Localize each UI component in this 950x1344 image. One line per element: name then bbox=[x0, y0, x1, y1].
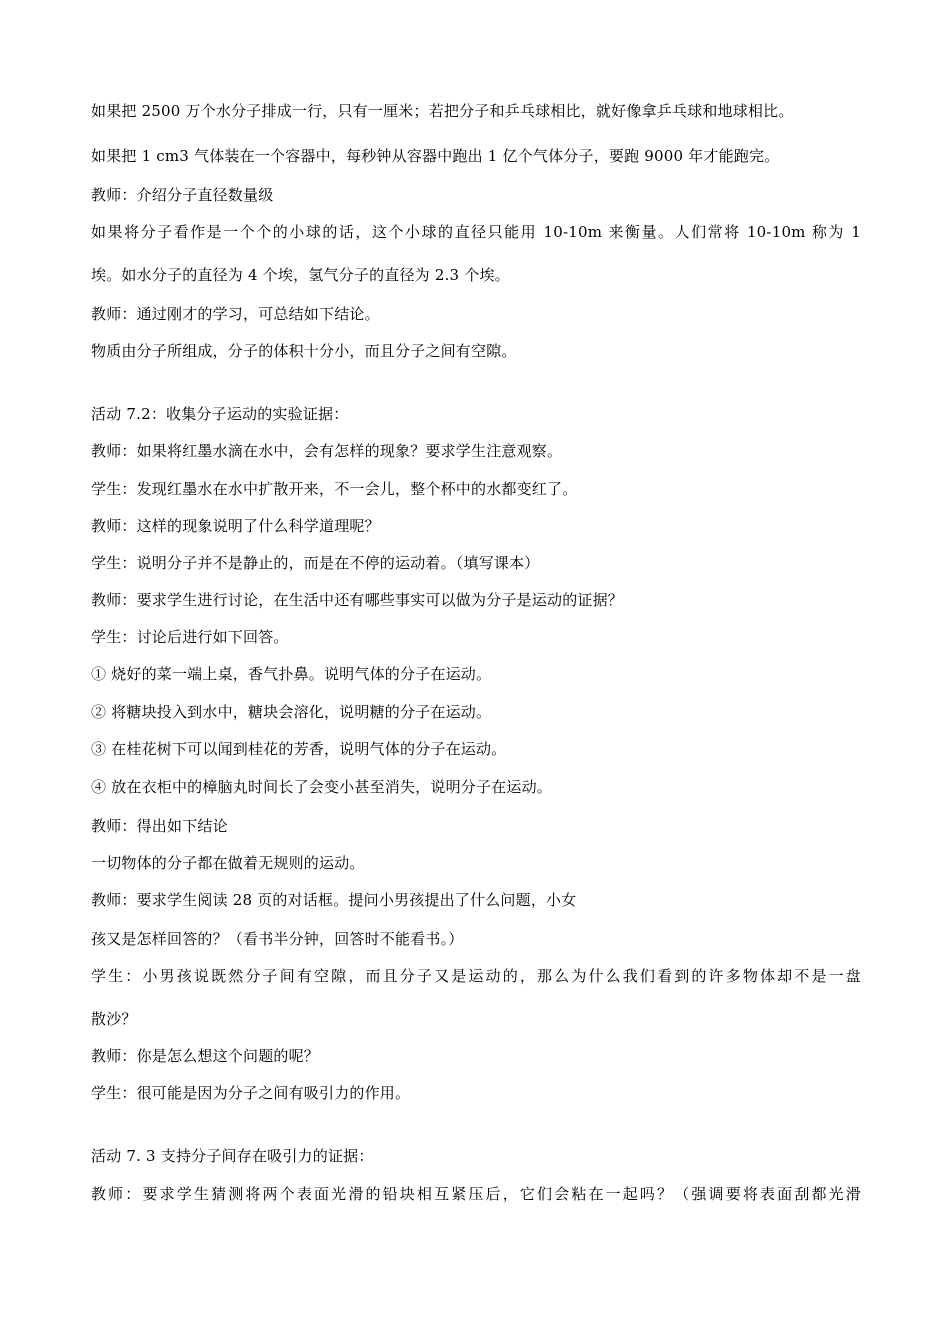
list-item: ② 将糖块投入到水中，糖块会溶化，说明糖的分子在运动。 bbox=[91, 703, 492, 721]
text-line: 如果将分子看作是一个个的小球的话，这个小球的直径只能用 10-10m 来衡量。人们常将 10-10m 称为 1 bbox=[91, 223, 861, 241]
text-line: 如果把 1 cm3 气体装在一个容器中，每秒钟从容器中跑出 1 亿个气体分子，要跑 9000 年才能跑完。 bbox=[91, 147, 780, 165]
text-line: 一切物体的分子都在做着无规则的运动。 bbox=[91, 854, 365, 872]
text-line: 埃。如水分子的直径为 4 个埃，氢气分子的直径为 2.3 个埃。 bbox=[91, 266, 510, 284]
text-line: 教师：介绍分子直径数量级 bbox=[91, 186, 274, 204]
list-item: ③ 在桂花树下可以闻到桂花的芳香，说明气体的分子在运动。 bbox=[91, 740, 507, 758]
text-line: 散沙？ bbox=[91, 1010, 137, 1028]
text-line: 学生：讨论后进行如下回答。 bbox=[91, 628, 289, 646]
section-heading: 活动 7. 3 支持分子间存在吸引力的证据： bbox=[91, 1147, 374, 1165]
section-heading: 活动 7.2：收集分子运动的实验证据： bbox=[91, 405, 349, 423]
text-line: 教师：要求学生阅读 28 页的对话框。提问小男孩提出了什么问题，小女 bbox=[91, 891, 577, 909]
text-line: 学生：发现红墨水在水中扩散开来，不一会儿，整个杯中的水都变红了。 bbox=[91, 480, 578, 498]
text-line: 教师：得出如下结论 bbox=[91, 817, 228, 835]
text-line: 物质由分子所组成，分子的体积十分小，而且分子之间有空隙。 bbox=[91, 342, 517, 360]
text-line: 教师：如果将红墨水滴在水中，会有怎样的现象？要求学生注意观察。 bbox=[91, 442, 563, 460]
list-item: ④ 放在衣柜中的樟脑丸时间长了会变小甚至消失，说明分子在运动。 bbox=[91, 778, 552, 796]
text-line: 教师：你是怎么想这个问题的呢？ bbox=[91, 1047, 320, 1065]
text-line: 教师：通过刚才的学习，可总结如下结论。 bbox=[91, 305, 380, 323]
text-line: 孩又是怎样回答的？（看书半分钟，回答时不能看书。） bbox=[91, 930, 464, 948]
list-item: ① 烧好的菜一端上桌，香气扑鼻。说明气体的分子在运动。 bbox=[91, 665, 492, 683]
text-line: 教师：这样的现象说明了什么科学道理呢？ bbox=[91, 517, 380, 535]
text-line: 教师：要求学生猜测将两个表面光滑的铅块相互紧压后，它们会粘在一起吗？（强调要将表面刮都光滑 bbox=[91, 1185, 861, 1203]
text-line: 教师：要求学生进行讨论，在生活中还有哪些事实可以做为分子是运动的证据？ bbox=[91, 591, 624, 609]
text-line: 学生：很可能是因为分子之间有吸引力的作用。 bbox=[91, 1084, 411, 1102]
text-line: 学生：说明分子并不是静止的，而是在不停的运动着。（填写课本） bbox=[91, 554, 540, 572]
text-line: 学生：小男孩说既然分子间有空隙，而且分子又是运动的，那么为什么我们看到的许多物体却不是一盘 bbox=[91, 967, 861, 985]
text-line: 如果把 2500 万个水分子排成一行，只有一厘米；若把分子和乒乓球相比，就好像拿乒乓球和地球相比。 bbox=[91, 102, 794, 120]
